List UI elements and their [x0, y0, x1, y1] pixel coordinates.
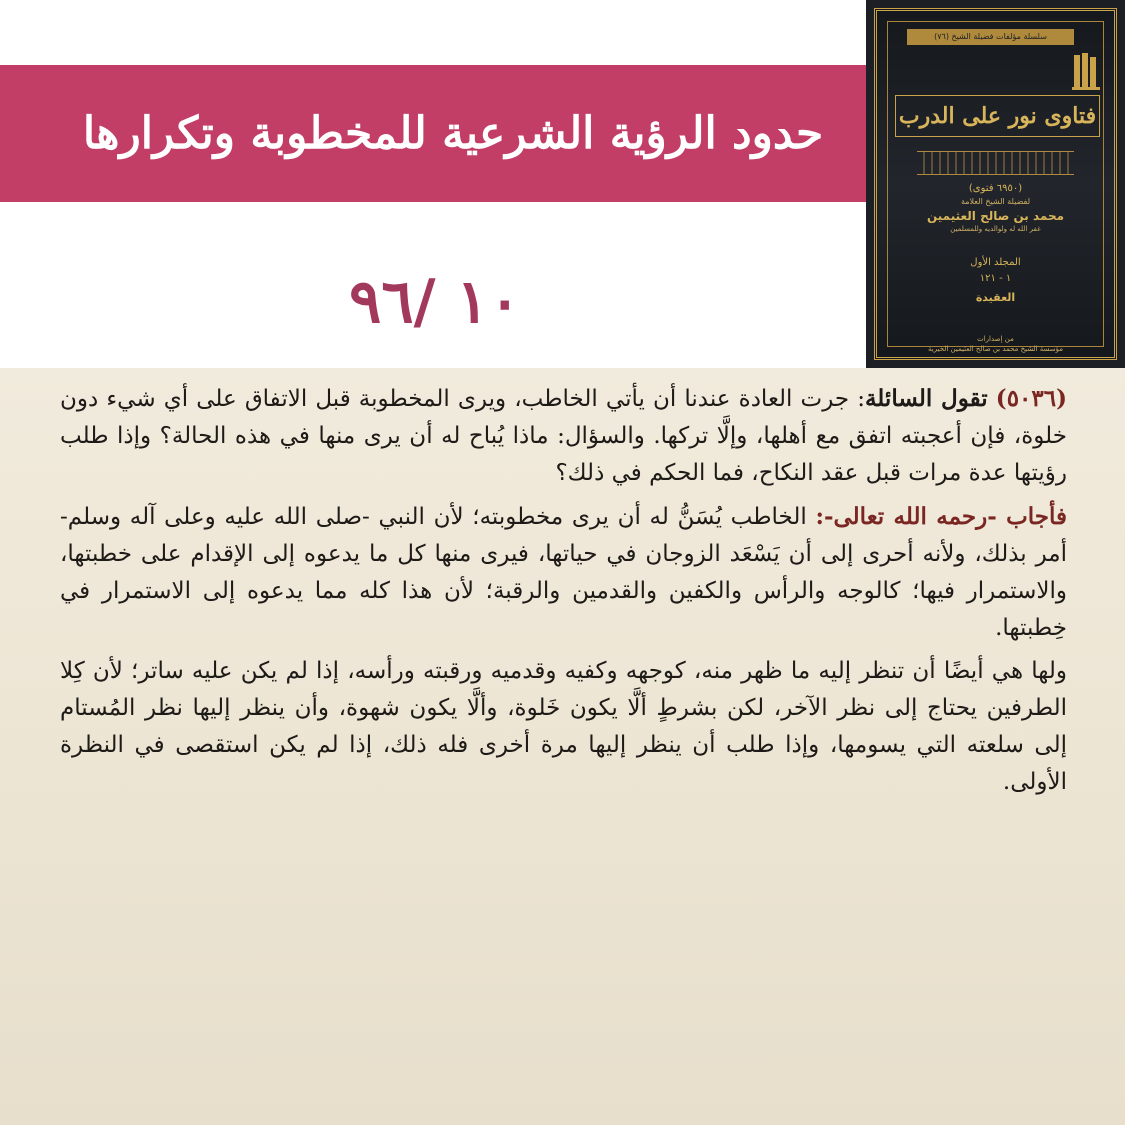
cover-author-subtitle: غفر الله له ولوالديه وللمسلمين: [950, 225, 1041, 233]
cover-frame: [874, 8, 1117, 360]
third-paragraph: ولها هي أيضًا أن تنظر إليه ما ظهر منه، كوجهه وكفيه وقدميه ورقبته ورأسه، إذا لم يكن عليه ساتر؛ لأن كِلا الطرفين يحتاج إلى نظر الآخر، لكن بشرطٍ ألَّا يكون خَلوة، وألَّا يكون شهوة، وأن ينظر إليها نظر المُستام إلى سلعته التي يسومها، وإذا طلب أن ينظر إليها مرة أخرى فله ذلك، إذا لم يكن استقصى في النظرة الأولى.: [60, 658, 1067, 795]
cover-publisher: مؤسسة الشيخ محمد بن صالح العثيمين الخيرية: [928, 345, 1063, 353]
book-page-photo: [0, 368, 1125, 1125]
cover-author-label: لفضيلة الشيخ العلامة: [960, 197, 1031, 206]
cover-range: ١ - ١٢١: [979, 273, 1012, 284]
banner-title: حدود الرؤية الشرعية للمخطوبة وتكرارها: [82, 108, 824, 159]
question-lead: تقول السائلة: [864, 385, 988, 412]
page-text-block: [60, 380, 1067, 807]
book-cover-image: [866, 0, 1125, 368]
cover-ornament: [917, 151, 1074, 175]
question-text: : جرت العادة عندنا أن يأتي الخاطب، ويرى المخطوبة قبل الاتفاق على أي شيء دون خلوة، فإن أعجبته اتفق مع أهلها، وإلَّا تركها. والسؤال: ماذا يُباح له أن يرى منها في هذه الحالة؟ وإذا طلب رؤيتها عدة مرات قبل عقد النكاح، فما الحكم في ذلك؟: [60, 386, 1067, 486]
title-banner: [0, 65, 866, 202]
cover-fatwa-count: (٦٩٥٠ فتوى): [968, 183, 1023, 194]
answer-lead: فأجاب -رحمه الله تعالى-:: [815, 503, 1068, 530]
question-paragraph: [60, 380, 1067, 492]
cover-series-label: سلسلة مؤلفات فضيلة الشيخ (٧٦): [907, 29, 1074, 45]
question-number: (٥٠٣٦): [995, 385, 1067, 412]
answer-paragraph: [60, 498, 1067, 647]
cover-subject: العقيدة: [975, 291, 1016, 304]
fatwa-number: ١٠ /٩٦: [349, 267, 521, 337]
answer-text: الخاطب يُسَنُّ له أن يرى مخطوبته؛ لأن النبي -صلى الله عليه وعلى آله وسلم- أمر بذلك، ولأنه أحرى إلى أن يَسْعَد الزوجان في حياتها، فيرى منها كل ما يدعوه إلى الإقدام على خطبتها، والاستمرار فيها؛ كالوجه والرأس والكفين والقدمين والرقبة؛ لأن هذا كله مما يدعوه إلى الاستمرار في خِطبتها.: [60, 504, 1067, 641]
cover-publisher-label: من إصدارات: [977, 335, 1014, 343]
cover-author: محمد بن صالح العثيمين: [926, 209, 1065, 223]
book-stack-icon: [1072, 51, 1100, 91]
cover-title: فتاوى نور على الدرب: [895, 95, 1100, 137]
cover-volume: المجلد الأول: [970, 257, 1021, 268]
